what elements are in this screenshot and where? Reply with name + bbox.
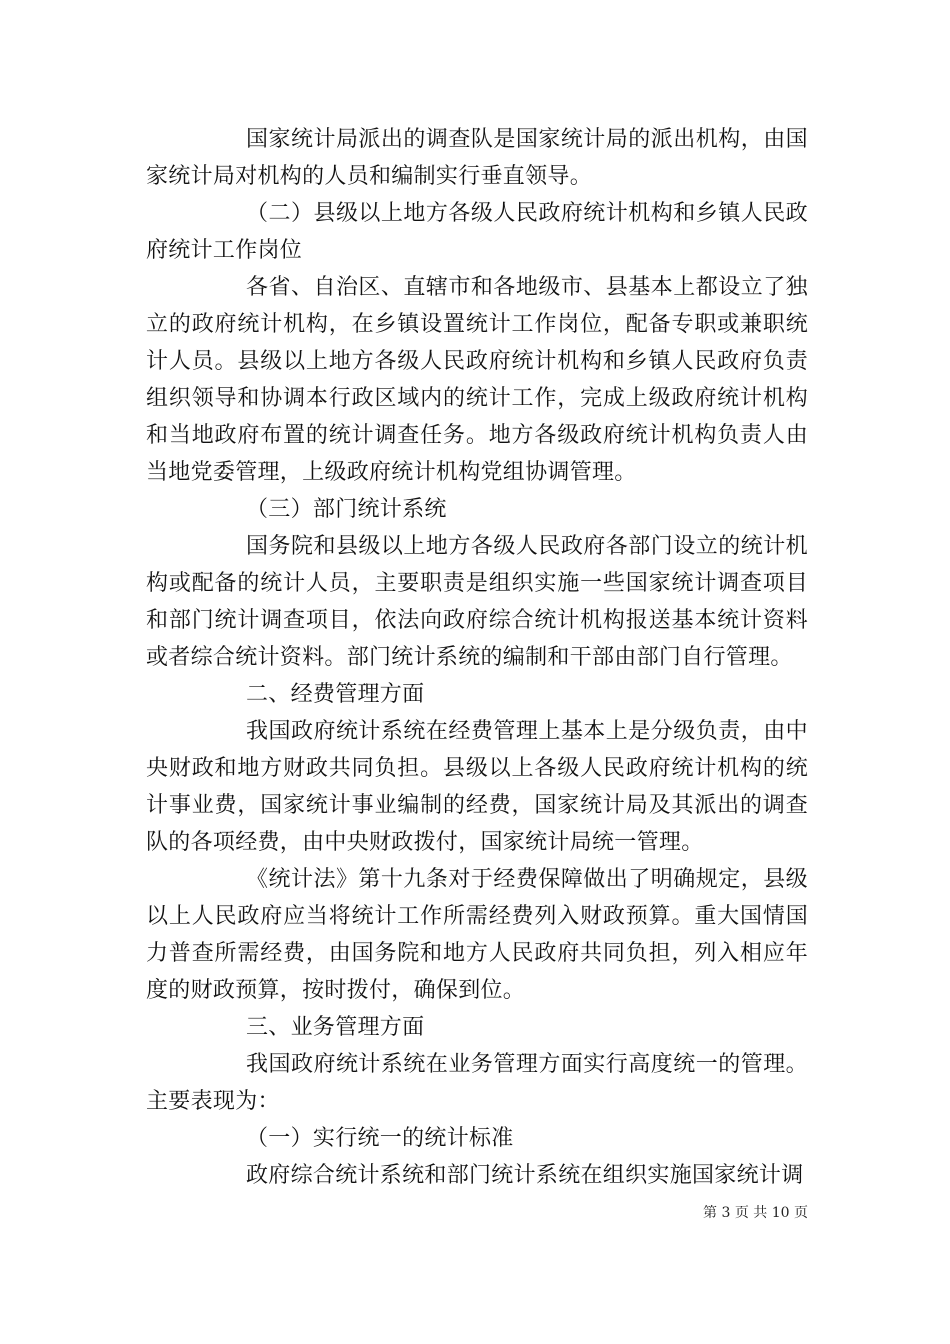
paragraph-business-management: 我国政府统计系统在业务管理方面实行高度统一的管理。主要表现为：	[146, 1052, 808, 1114]
heading-funding-management: 二、经费管理方面	[246, 682, 425, 707]
heading-business-management: 三、业务管理方面	[246, 1015, 425, 1040]
heading-unified-standards: （一）实行统一的统计标准	[246, 1126, 514, 1151]
paragraph-unified-standards: 政府综合统计系统和部门统计系统在组织实施国家统计调	[246, 1163, 804, 1188]
paragraph-local-statistics: 各省、自治区、直辖市和各地级市、县基本上都设立了独立的政府统计机构，在乡镇设置统计工作岗位，配备专职或兼职统计人员。县级以上地方各级人民政府统计机构和乡镇人民政府负责组织领导和协调本行政区域内的统计工作，完成上级政府统计机构和当地政府布置的统计调查任务。地方各级政府统计机构负责人由当地党委管理，上级政府统计机构党组协调管理。	[146, 275, 808, 485]
paragraph-survey-team: 国家统计局派出的调查队是国家统计局的派出机构，由国家统计局对机构的人员和编制实行垂直领导。	[146, 127, 808, 189]
page-number-footer: 第 3 页 共 10 页	[703, 1205, 808, 1221]
heading-local-statistics: （二）县级以上地方各级人民政府统计机构和乡镇人民政府统计工作岗位	[146, 201, 808, 263]
document-body	[146, 121, 808, 1194]
paragraph-statistics-law: 《统计法》第十九条对于经费保障做出了明确规定，县级以上人民政府应当将统计工作所需经费列入财政预算。重大国情国力普查所需经费，由国务院和地方人民政府共同负担，列入相应年度的财政预算，按时拨付，确保到位。	[146, 867, 808, 1003]
heading-department-statistics: （三）部门统计系统	[246, 497, 447, 522]
paragraph-department-statistics: 国务院和县级以上地方各级人民政府各部门设立的统计机构或配备的统计人员，主要职责是组织实施一些国家统计调查项目和部门统计调查项目，依法向政府综合统计机构报送基本统计资料或者综合统计资料。部门统计系统的编制和干部由部门自行管理。	[146, 534, 808, 670]
paragraph-funding-management: 我国政府统计系统在经费管理上基本上是分级负责，由中央财政和地方财政共同负担。县级以上各级人民政府统计机构的统计事业费，国家统计事业编制的经费，国家统计局及其派出的调查队的各项经费，由中央财政拨付，国家统计局统一管理。	[146, 719, 808, 855]
